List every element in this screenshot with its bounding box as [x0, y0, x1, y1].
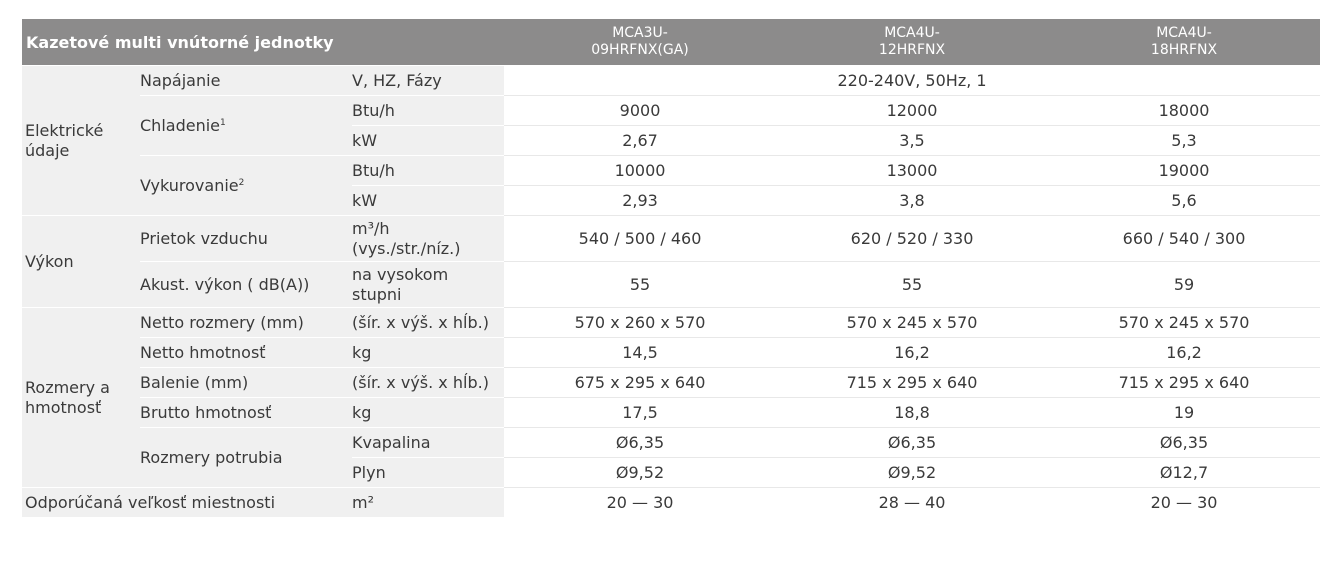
cell-value: 20 — 30: [504, 488, 776, 518]
unit-line-1: m³/h: [352, 218, 390, 238]
cell-value: 2,67: [504, 126, 776, 156]
cell-value: 540 / 500 / 460: [504, 216, 776, 262]
row-unit: Btu/h: [352, 96, 504, 126]
cell-value: 20 — 30: [1048, 488, 1320, 518]
cell-value: 620 / 520 / 330: [776, 216, 1048, 262]
cell-value: Ø6,35: [504, 428, 776, 458]
cell-value: 3,8: [776, 186, 1048, 216]
cell-value: 19000: [1048, 156, 1320, 186]
cell-value: 12000: [776, 96, 1048, 126]
group-label-text: Výkon: [25, 251, 74, 271]
unit-line-2: stupni: [352, 284, 402, 304]
model-line-2: 09HRFNX(GA): [591, 42, 689, 58]
row-unit: kg: [352, 338, 504, 368]
group-label: [22, 216, 140, 308]
row-unit: [352, 262, 504, 308]
row-label: [140, 156, 352, 216]
row-label: Akust. výkon ( dB(A)): [140, 262, 352, 308]
cell-value: 14,5: [504, 338, 776, 368]
row-label-text: Chladenie: [140, 115, 220, 135]
cell-value: 17,5: [504, 398, 776, 428]
cell-value: 55: [504, 262, 776, 308]
table-row: [22, 308, 1320, 338]
cell-value: 570 x 260 x 570: [504, 308, 776, 338]
table-row: [22, 262, 1320, 308]
cell-value: 10000: [504, 156, 776, 186]
table-row: [22, 368, 1320, 398]
row-label: [140, 96, 352, 156]
cell-value: 18000: [1048, 96, 1320, 126]
row-unit: kg: [352, 398, 504, 428]
cell-value: 3,5: [776, 126, 1048, 156]
footnote-mark: 1: [220, 117, 226, 128]
row-label: Napájanie: [140, 66, 352, 96]
model-line-1: MCA4U-: [884, 25, 940, 41]
model-line-2: 18HRFNX: [1150, 42, 1218, 58]
table-row: [22, 338, 1320, 368]
row-unit: kW: [352, 126, 504, 156]
cell-value: 5,6: [1048, 186, 1320, 216]
cell-value: Ø9,52: [776, 458, 1048, 488]
unit-line-1: na vysokom: [352, 264, 449, 284]
cell-value: 59: [1048, 262, 1320, 308]
cell-value: 28 — 40: [776, 488, 1048, 518]
cell-value: 19: [1048, 398, 1320, 428]
header-row: [22, 19, 1320, 66]
model-line-1: MCA4U-: [1156, 25, 1212, 41]
model-header: [776, 19, 1048, 66]
group-label: [22, 308, 140, 488]
table-row: [22, 156, 1320, 186]
row-label: Netto rozmery (mm): [140, 308, 352, 338]
model-line-2: 12HRFNX: [878, 42, 946, 58]
model-header: [504, 19, 776, 66]
table-title: Kazetové multi vnútorné jednotky: [22, 19, 504, 66]
cell-value: 2,93: [504, 186, 776, 216]
table-row: [22, 216, 1320, 262]
cell-value: Ø9,52: [504, 458, 776, 488]
unit-line-2: (vys./str./níz.): [352, 238, 461, 258]
row-unit: Btu/h: [352, 156, 504, 186]
cell-value: 570 x 245 x 570: [776, 308, 1048, 338]
cell-value: 55: [776, 262, 1048, 308]
table-row: [22, 428, 1320, 458]
cell-value: 5,3: [1048, 126, 1320, 156]
row-unit: (šír. x výš. x hĺb.): [352, 368, 504, 398]
row-label: Balenie (mm): [140, 368, 352, 398]
cell-value: 715 x 295 x 640: [776, 368, 1048, 398]
row-label: Rozmery potrubia: [140, 428, 352, 488]
table-row: [22, 398, 1320, 428]
group-label-text: Rozmery a hmotnosť: [25, 377, 110, 417]
row-unit: kW: [352, 186, 504, 216]
cell-value: Ø6,35: [1048, 428, 1320, 458]
group-label: [22, 66, 140, 216]
row-unit: (šír. x výš. x hĺb.): [352, 308, 504, 338]
group-label-text: Elektrické údaje: [25, 120, 104, 160]
cell-value: 18,8: [776, 398, 1048, 428]
row-unit: [352, 216, 504, 262]
row-label-text: Vykurovanie: [140, 175, 239, 195]
footnote-mark: 2: [238, 177, 245, 188]
row-label: Prietok vzduchu: [140, 216, 352, 262]
cell-value: 9000: [504, 96, 776, 126]
row-unit: Plyn: [352, 458, 504, 488]
model-header: [1048, 19, 1320, 66]
spec-table: [22, 19, 1320, 518]
model-line-1: MCA3U-: [612, 25, 668, 41]
row-label: Brutto hmotnosť: [140, 398, 352, 428]
cell-value: Ø6,35: [776, 428, 1048, 458]
cell-value: 660 / 540 / 300: [1048, 216, 1320, 262]
row-unit: Kvapalina: [352, 428, 504, 458]
table-row: [22, 96, 1320, 126]
table-row: [22, 488, 1320, 518]
cell-value: 675 x 295 x 640: [504, 368, 776, 398]
row-label: Odporúčaná veľkosť miestnosti: [22, 488, 352, 518]
cell-value: Ø12,7: [1048, 458, 1320, 488]
cell-value: 715 x 295 x 640: [1048, 368, 1320, 398]
cell-value: 13000: [776, 156, 1048, 186]
cell-value: 16,2: [1048, 338, 1320, 368]
table-row: [22, 66, 1320, 96]
row-label: Netto hmotnosť: [140, 338, 352, 368]
cell-value: 220-240V, 50Hz, 1: [504, 66, 1320, 96]
cell-value: 16,2: [776, 338, 1048, 368]
row-unit: m²: [352, 488, 504, 518]
row-unit: V, HZ, Fázy: [352, 66, 504, 96]
cell-value: 570 x 245 x 570: [1048, 308, 1320, 338]
